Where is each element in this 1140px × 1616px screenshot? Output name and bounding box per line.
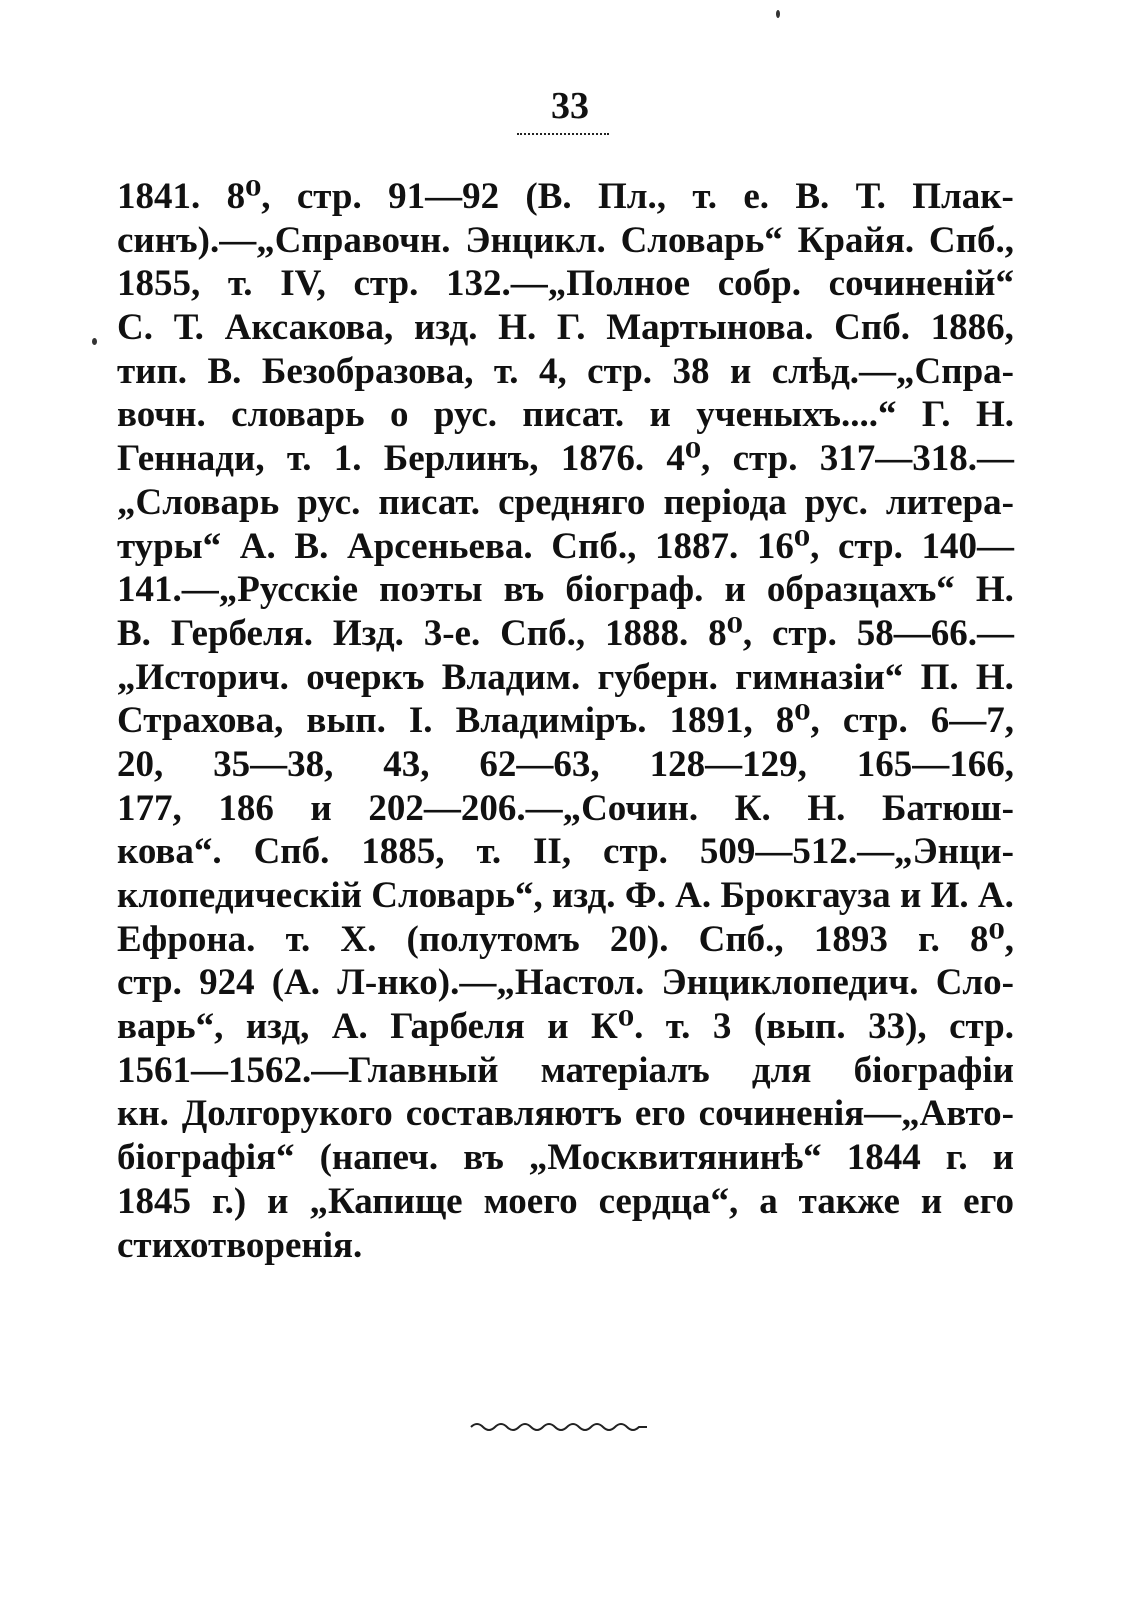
text-line xyxy=(117,1224,1014,1268)
text-word: стр. xyxy=(296,176,362,217)
text-word: для xyxy=(751,1049,812,1091)
text-word: Долгорукого xyxy=(181,1093,393,1135)
text-word: 1876. xyxy=(560,438,645,480)
text-word: 140— xyxy=(921,525,1014,567)
text-word: т. xyxy=(493,350,519,392)
text-word: 509—512.—„Энци- xyxy=(699,831,1014,873)
text-word: литера- xyxy=(885,481,1014,523)
text-word: 1887. xyxy=(654,525,739,567)
text-word: 317—318.— xyxy=(819,438,1014,480)
text-word: Спб., xyxy=(698,918,784,960)
text-word: (В. xyxy=(525,176,572,217)
text-word: 8⁰, xyxy=(226,176,271,217)
text-word: Владим. xyxy=(441,656,581,698)
text-word: (А. xyxy=(271,962,321,1004)
text-word: 924 xyxy=(199,962,255,1004)
text-word: Спб. xyxy=(253,831,330,873)
text-word: А. xyxy=(977,875,1014,916)
text-word: 33), xyxy=(868,1006,927,1048)
text-word: и xyxy=(992,1137,1014,1179)
text-word: матеріалъ xyxy=(540,1049,710,1091)
text-word: А. xyxy=(675,875,712,916)
text-word: моего xyxy=(483,1180,578,1222)
text-word: г. xyxy=(945,1137,968,1179)
text-word: т. xyxy=(285,918,311,960)
text-word: писат. xyxy=(522,394,625,436)
text-word: г.) xyxy=(211,1180,247,1222)
text-word: Пл., xyxy=(598,176,667,217)
text-word: Т. xyxy=(173,307,204,349)
text-word: изд. xyxy=(413,307,478,349)
text-word: 20). xyxy=(609,918,669,960)
text-word: средняго xyxy=(498,481,646,523)
text-word: изд. xyxy=(552,875,616,916)
print-speck-left xyxy=(92,338,97,345)
text-word: стр. xyxy=(353,263,419,305)
text-word: и xyxy=(310,787,332,829)
text-word: Изд. xyxy=(332,612,404,654)
text-word: Брокгауза xyxy=(720,875,891,916)
text-word: Ефрона. xyxy=(117,918,256,960)
text-word: ученыхъ....“ xyxy=(696,394,897,436)
text-word: 177, xyxy=(117,787,182,829)
text-word: а xyxy=(759,1180,778,1222)
text-word: рус. xyxy=(297,481,361,523)
text-line xyxy=(117,437,1014,481)
text-line xyxy=(117,656,1014,700)
text-word: Страхова, xyxy=(117,700,284,742)
text-word: 8⁰, xyxy=(708,612,753,654)
text-word: Г. xyxy=(921,394,951,436)
text-word: А. xyxy=(331,1006,368,1048)
text-word: т. xyxy=(665,1006,691,1048)
text-word: рус. xyxy=(804,481,868,523)
text-word: его xyxy=(963,1180,1014,1222)
text-word: Спб., xyxy=(928,219,1014,261)
text-word: Л-нко).—„Настол. xyxy=(337,962,645,1004)
text-word: Словарь“ xyxy=(620,219,783,261)
text-word: изд, xyxy=(245,1006,310,1048)
text-word: Н. xyxy=(975,656,1014,698)
text-word: X. xyxy=(340,918,377,960)
text-line xyxy=(117,525,1014,569)
text-word: 4, xyxy=(538,350,567,392)
text-line xyxy=(117,568,1014,612)
text-line xyxy=(117,787,1014,831)
text-word: Плак- xyxy=(912,176,1014,217)
text-word: Безобразова, xyxy=(261,350,474,392)
text-word: и xyxy=(899,875,922,916)
text-word: Владиміръ. xyxy=(455,700,647,742)
text-line xyxy=(117,262,1014,306)
text-word: Спб. xyxy=(834,307,910,349)
text-word: Мартынова. xyxy=(606,307,814,349)
text-word: г. xyxy=(917,918,940,960)
text-word: также xyxy=(798,1180,900,1222)
text-word: біограф. xyxy=(565,569,704,611)
text-word: туры“ xyxy=(117,525,222,567)
text-word: 91—92 xyxy=(388,176,500,217)
end-ornament xyxy=(469,1418,649,1432)
text-line xyxy=(117,1180,1014,1224)
text-word: Сло- xyxy=(935,962,1014,1004)
text-word: А. xyxy=(239,525,276,567)
text-word: 1855, xyxy=(117,263,201,305)
text-line xyxy=(117,612,1014,656)
text-word: стр. xyxy=(842,700,908,742)
text-word: очеркъ xyxy=(306,656,425,698)
text-word: Энциклопедич. xyxy=(661,962,919,1004)
text-word: стр. xyxy=(837,525,903,567)
text-word: „Москвитянинѣ“ xyxy=(528,1137,822,1179)
text-word: В. xyxy=(795,176,830,217)
text-word: Н. xyxy=(498,307,537,349)
text-line xyxy=(117,350,1014,394)
text-word: его xyxy=(634,1093,686,1135)
text-word: 38 xyxy=(672,350,710,392)
text-word: I. xyxy=(408,700,433,742)
body-text xyxy=(117,175,1014,1267)
text-word: 186 xyxy=(218,787,274,829)
text-word: сочиненій“ xyxy=(828,263,1014,305)
text-word: т. xyxy=(286,438,312,480)
text-word: и xyxy=(649,394,671,436)
text-line xyxy=(117,175,1014,219)
text-word: В. xyxy=(207,350,242,392)
text-line xyxy=(117,743,1014,787)
text-word: стр. xyxy=(117,962,182,1004)
text-word: (вып. xyxy=(753,1006,846,1048)
text-line xyxy=(117,1049,1014,1093)
text-word: Ф. xyxy=(624,875,666,916)
text-line xyxy=(117,961,1014,1005)
text-word: 1844 xyxy=(846,1137,921,1179)
text-word: Геннади, xyxy=(117,438,265,480)
text-word: е. xyxy=(743,176,770,217)
text-word: 1. xyxy=(333,438,362,480)
text-word: кн. xyxy=(117,1093,169,1135)
text-word: К. xyxy=(734,787,771,829)
text-word: 43, xyxy=(383,743,430,785)
text-word: Спб., xyxy=(500,612,586,654)
text-word: и xyxy=(920,1180,943,1222)
text-word: сердца“, xyxy=(598,1180,739,1222)
text-word: „Капище xyxy=(309,1180,463,1222)
text-word: т. xyxy=(227,263,253,305)
text-word: кова“. xyxy=(117,831,222,873)
text-word: писат. xyxy=(378,481,481,523)
text-line xyxy=(117,393,1014,437)
text-word: Спб., xyxy=(551,525,637,567)
text-word: В. xyxy=(117,612,151,654)
text-word: 1893 xyxy=(813,918,888,960)
text-word: 202—206.—„Сочин. xyxy=(368,787,699,829)
text-word: 1841. xyxy=(117,176,201,217)
text-word: „Словарь xyxy=(117,481,280,523)
text-word: 3-е. xyxy=(423,612,481,654)
text-line xyxy=(117,1136,1014,1180)
text-word: Аксакова, xyxy=(224,307,394,349)
page-number-rule xyxy=(517,133,609,135)
text-word: Н. xyxy=(975,394,1014,436)
text-word: стр. xyxy=(603,831,668,873)
text-word: стр. xyxy=(949,1006,1014,1048)
text-word: тип. xyxy=(117,350,188,392)
text-line xyxy=(117,1092,1014,1136)
text-word: Берлинъ, xyxy=(383,438,539,480)
text-word: образцахъ“ xyxy=(766,569,955,611)
text-word: С. xyxy=(117,307,153,349)
text-word: В. xyxy=(294,525,329,567)
text-word: К⁰. xyxy=(591,1006,644,1048)
text-word: 16⁰, xyxy=(756,525,820,567)
text-word: IV, xyxy=(280,263,326,305)
text-word: стр. xyxy=(771,612,837,654)
text-word: Крайя. xyxy=(797,219,915,261)
print-speck-top xyxy=(776,10,780,18)
text-word: рус. xyxy=(433,394,497,436)
text-word: 1885, xyxy=(361,831,445,873)
text-word: синъ).—„Справочн. xyxy=(117,219,451,261)
text-word: 58—66.— xyxy=(856,612,1014,654)
text-word: гимназіи“ xyxy=(735,656,904,698)
page-number: 33 xyxy=(551,85,589,127)
text-line xyxy=(117,1005,1014,1049)
text-line xyxy=(117,830,1014,874)
text-word: біографіи xyxy=(853,1049,1014,1091)
text-word: „Историч. xyxy=(117,656,289,698)
text-word: и xyxy=(267,1180,289,1222)
text-line xyxy=(117,699,1014,743)
text-word: 3 xyxy=(712,1006,732,1048)
text-word: т. xyxy=(692,176,718,217)
text-word: 1886, xyxy=(930,307,1014,349)
text-word: Словарь“, xyxy=(371,875,543,916)
text-word: Гербеля. xyxy=(170,612,313,654)
text-line xyxy=(117,481,1014,525)
text-word: 4⁰, xyxy=(666,438,711,480)
text-word: варь“, xyxy=(117,1006,224,1048)
text-word: словарь xyxy=(231,394,365,436)
text-word: періода xyxy=(663,481,787,523)
text-word: 165—166, xyxy=(856,743,1014,785)
text-word: и xyxy=(729,350,752,392)
text-word: въ xyxy=(503,569,545,611)
text-word: Н. xyxy=(975,569,1014,611)
text-word: П. xyxy=(920,656,959,698)
text-word: и xyxy=(547,1006,569,1048)
text-word: сочиненія—„Авто- xyxy=(698,1093,1014,1135)
text-word: стихотворенія. xyxy=(117,1224,363,1266)
text-word: 1891, xyxy=(669,700,753,742)
text-line xyxy=(117,874,1014,918)
text-word: о xyxy=(389,394,409,436)
text-word: поэты xyxy=(379,569,483,611)
text-word: 8⁰, xyxy=(775,700,820,742)
text-word: стр. xyxy=(587,350,653,392)
text-word: Н. xyxy=(807,787,846,829)
text-word: вочн. xyxy=(117,394,206,436)
text-word: т. xyxy=(476,831,502,873)
text-word: слѣд.—„Спра- xyxy=(771,350,1014,392)
text-word: Г. xyxy=(556,307,586,349)
text-word: 1561—1562.—Главный xyxy=(117,1049,499,1091)
text-word: (напеч. xyxy=(319,1137,439,1179)
text-word: составляютъ xyxy=(405,1093,622,1135)
text-word: въ xyxy=(463,1137,504,1179)
text-word: стр. xyxy=(732,438,798,480)
text-word: 20, xyxy=(117,743,164,785)
text-word: губерн. xyxy=(597,656,718,698)
text-line xyxy=(117,219,1014,263)
text-word: Арсеньева. xyxy=(347,525,533,567)
text-word: 6—7, xyxy=(930,700,1014,742)
text-word: вып. xyxy=(306,700,386,742)
text-word: біографія“ xyxy=(117,1137,295,1179)
text-word: собр. xyxy=(717,263,801,305)
text-word: 141.—„Русскіе xyxy=(117,569,359,611)
text-word: (полутомъ xyxy=(406,918,580,960)
text-word: 1888. xyxy=(605,612,689,654)
text-word: и xyxy=(724,569,746,611)
text-word: 62—63, xyxy=(479,743,600,785)
text-word: 1845 xyxy=(117,1180,191,1222)
text-word: Гарбеля xyxy=(390,1006,525,1048)
text-word: 35—38, xyxy=(213,743,334,785)
text-line xyxy=(117,306,1014,350)
text-word: И. xyxy=(930,875,969,916)
text-word: 128—129, xyxy=(649,743,807,785)
text-word: 8⁰, xyxy=(970,918,1014,960)
text-line xyxy=(117,918,1014,962)
text-word: Т. xyxy=(855,176,886,217)
text-word: II, xyxy=(533,831,572,873)
text-word: Энцикл. xyxy=(465,219,606,261)
text-word: Батюш- xyxy=(881,787,1014,829)
text-word: клопедическій xyxy=(117,875,362,916)
text-word: 132.—„Полное xyxy=(446,263,691,305)
